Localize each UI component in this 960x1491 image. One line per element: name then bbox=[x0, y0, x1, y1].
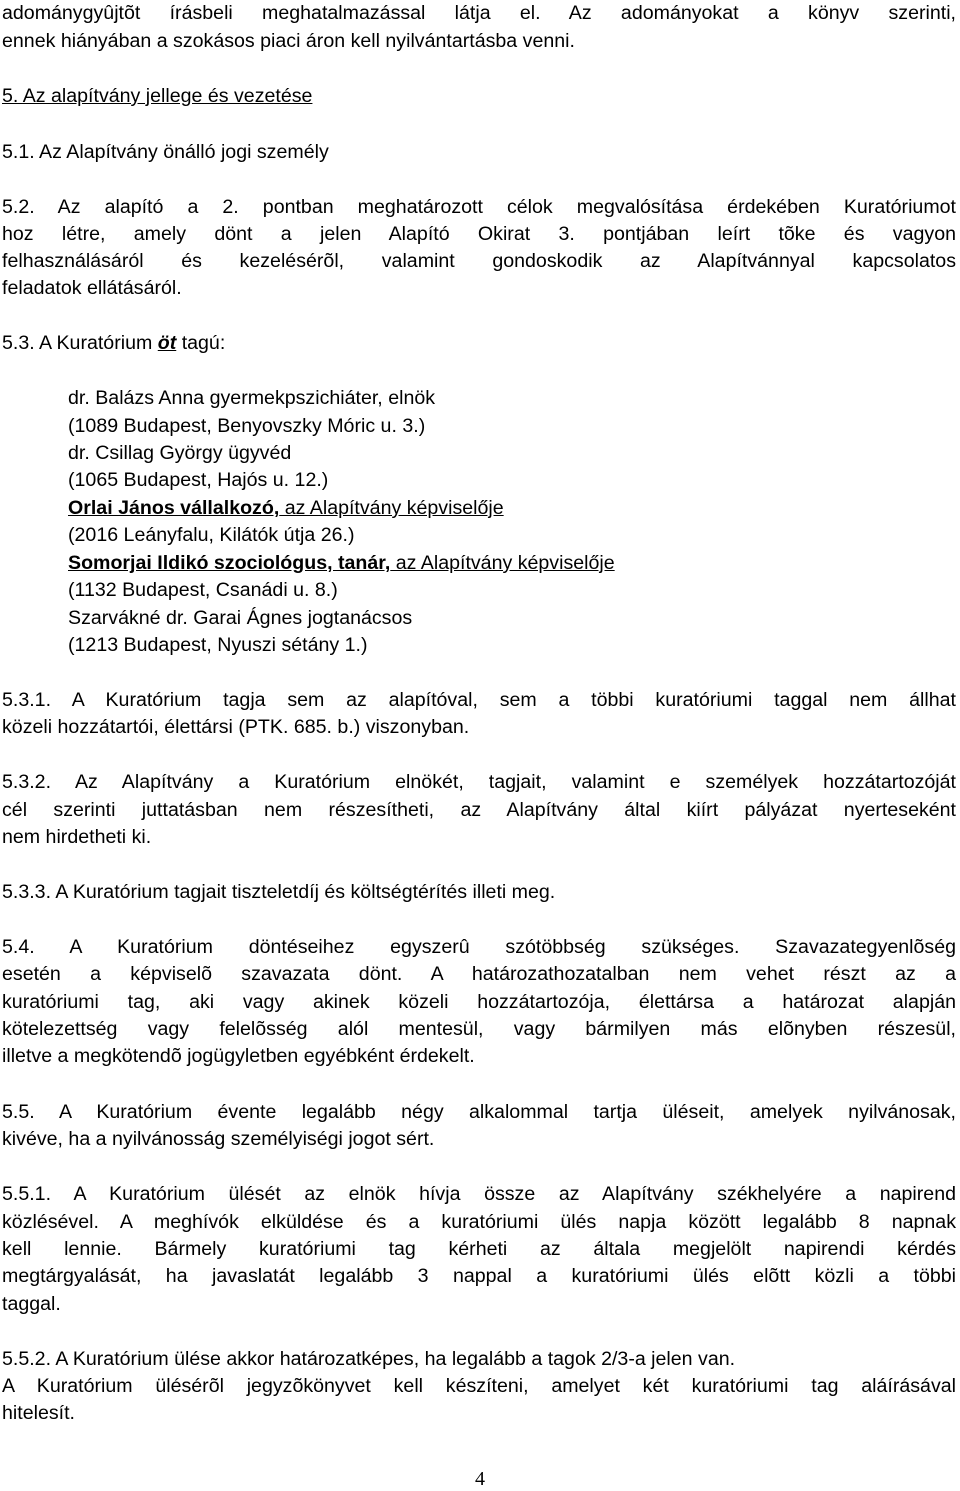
paragraph-5-4-line-1: 5.4. A Kuratórium döntéseihez egyszerû szótöbbség szükséges. Szavazategyenlõség bbox=[2, 936, 956, 958]
paragraph-5-3-2-line-1: 5.3.2. Az Alapítvány a Kuratórium elnökét, tagjait, valamint e személyek hozzátartozóját bbox=[2, 771, 956, 793]
intro-line-2: ennek hiányában a szokásos piaci áron kell nyilvántartásba venni. bbox=[2, 30, 575, 52]
paragraph-5-3-suffix: tagú: bbox=[176, 332, 226, 354]
paragraph-5-3-1-line-1: 5.3.1. A Kuratórium tagja sem az alapítóval, sem a többi kuratóriumi taggal nem állhat bbox=[2, 689, 956, 711]
member-3-name-bold: Orlai János vállalkozó, bbox=[68, 497, 280, 519]
paragraph-5-3-emphasis: öt bbox=[157, 332, 177, 354]
page-number: 4 bbox=[475, 1468, 485, 1490]
paragraph-5-3-2-line-3: nem hirdetheti ki. bbox=[2, 826, 152, 848]
paragraph-5-5-2-line-1: 5.5.2. A Kuratórium ülése akkor határozatképes, ha legalább a tagok 2/3-a jelen van. bbox=[2, 1348, 736, 1370]
intro-line-1: adománygyûjtõt írásbeli meghatalmazással látja el. Az adományokat a könyv szerinti, bbox=[2, 2, 956, 24]
paragraph-5-5-1-line-3: kell lennie. Bármely kuratóriumi tag kérheti az általa megjelölt napirendi kérdés bbox=[2, 1238, 956, 1260]
member-3-address: (2016 Leányfalu, Kilátók útja 26.) bbox=[68, 524, 355, 546]
paragraph-5-4-line-4: kötelezettség vagy felelõsség alól mentesül, vagy bármilyen más elõnyben részesül, bbox=[2, 1018, 956, 1040]
member-4-name-rest: az Alapítvány képviselője bbox=[390, 552, 615, 574]
paragraph-5-5-2-line-2: A Kuratórium ülésérõl jegyzõkönyvet kell készíteni, amelyet két kuratóriumi tag aláírásával bbox=[2, 1375, 956, 1397]
member-4-name bbox=[68, 550, 956, 577]
paragraph-5-2-line-1: 5.2. Az alapító a 2. pontban meghatározott célok megvalósítása érdekében Kuratóriumot bbox=[2, 196, 956, 218]
member-3-name-rest: az Alapítvány képviselője bbox=[279, 497, 504, 519]
paragraph-5-3-2-line-2: cél szerinti juttatásban nem részesítheti, az Alapítvány által kiírt pályázat nyerteseként bbox=[2, 799, 956, 821]
member-2-address: (1065 Budapest, Hajós u. 12.) bbox=[68, 469, 329, 491]
member-5-name: Szarvákné dr. Garai Ágnes jogtanácsos bbox=[68, 607, 413, 629]
paragraph-5-5-line-2: kivéve, ha a nyilvánosság személyiségi jogot sért. bbox=[2, 1128, 435, 1150]
member-1-name: dr. Balázs Anna gyermekpszichiáter, elnök bbox=[68, 387, 436, 409]
paragraph-5-5-2-line-3: hitelesít. bbox=[2, 1402, 75, 1424]
section-heading: 5. Az alapítvány jellege és vezetése bbox=[2, 85, 313, 107]
paragraph-5-4-line-3: kuratóriumi tag, aki vagy akinek közeli hozzátartozója, élettársa a határozat alapján bbox=[2, 991, 956, 1013]
member-4-address: (1132 Budapest, Csanádi u. 8.) bbox=[68, 579, 338, 601]
member-1-address: (1089 Budapest, Benyovszky Móric u. 3.) bbox=[68, 415, 426, 437]
paragraph-5-3-3: 5.3.3. A Kuratórium tagjait tiszteletdíj és költségtérítés illeti meg. bbox=[2, 881, 556, 903]
paragraph-5-5-line-1: 5.5. A Kuratórium évente legalább négy alkalommal tartja üléseit, amelyek nyilvánosak, bbox=[2, 1101, 956, 1123]
paragraph-5-1: 5.1. Az Alapítvány önálló jogi személy bbox=[2, 141, 329, 163]
paragraph-5-5-1-line-5: taggal. bbox=[2, 1293, 61, 1315]
paragraph-5-3-prefix: 5.3. A Kuratórium bbox=[2, 332, 158, 354]
paragraph-5-2-line-3: felhasználásáról és kezelésérõl, valamint gondoskodik az Alapítvánnyal kapcsolatos bbox=[2, 250, 956, 272]
paragraph-5-5-1-line-4: megtárgyalását, ha javaslatát legalább 3 nappal a kuratóriumi ülés elõtt közli a többi bbox=[2, 1265, 956, 1287]
paragraph-5-2-line-4: feladatok ellátásáról. bbox=[2, 277, 182, 299]
paragraph-5-5-1-line-1: 5.5.1. A Kuratórium ülését az elnök hívja össze az Alapítvány székhelyére a napirend bbox=[2, 1183, 956, 1205]
paragraph-5-2-line-2: hoz létre, amely dönt a jelen Alapító Okirat 3. pontjában leírt tõke és vagyon bbox=[2, 223, 956, 245]
paragraph-5-4-line-2: esetén a képviselõ szavazata dönt. A határozathozatalban nem vehet részt az a bbox=[2, 963, 956, 985]
member-2-name: dr. Csillag György ügyvéd bbox=[68, 442, 292, 464]
paragraph-5-3-1-line-2: közeli hozzátartói, élettársi (PTK. 685. b.) viszonyban. bbox=[2, 716, 470, 738]
member-5-address: (1213 Budapest, Nyuszi sétány 1.) bbox=[68, 634, 368, 656]
paragraph-5-3 bbox=[2, 330, 956, 357]
paragraph-5-4-line-5: illetve a megkötendõ jogügyletben egyébként érdekelt. bbox=[2, 1045, 475, 1067]
member-3-name bbox=[68, 495, 956, 522]
member-4-name-bold: Somorjai Ildikó szociológus, tanár, bbox=[68, 552, 391, 574]
paragraph-5-5-1-line-2: közlésével. A meghívók elküldése és a kuratóriumi ülés napja között legalább 8 napnak bbox=[2, 1211, 956, 1233]
